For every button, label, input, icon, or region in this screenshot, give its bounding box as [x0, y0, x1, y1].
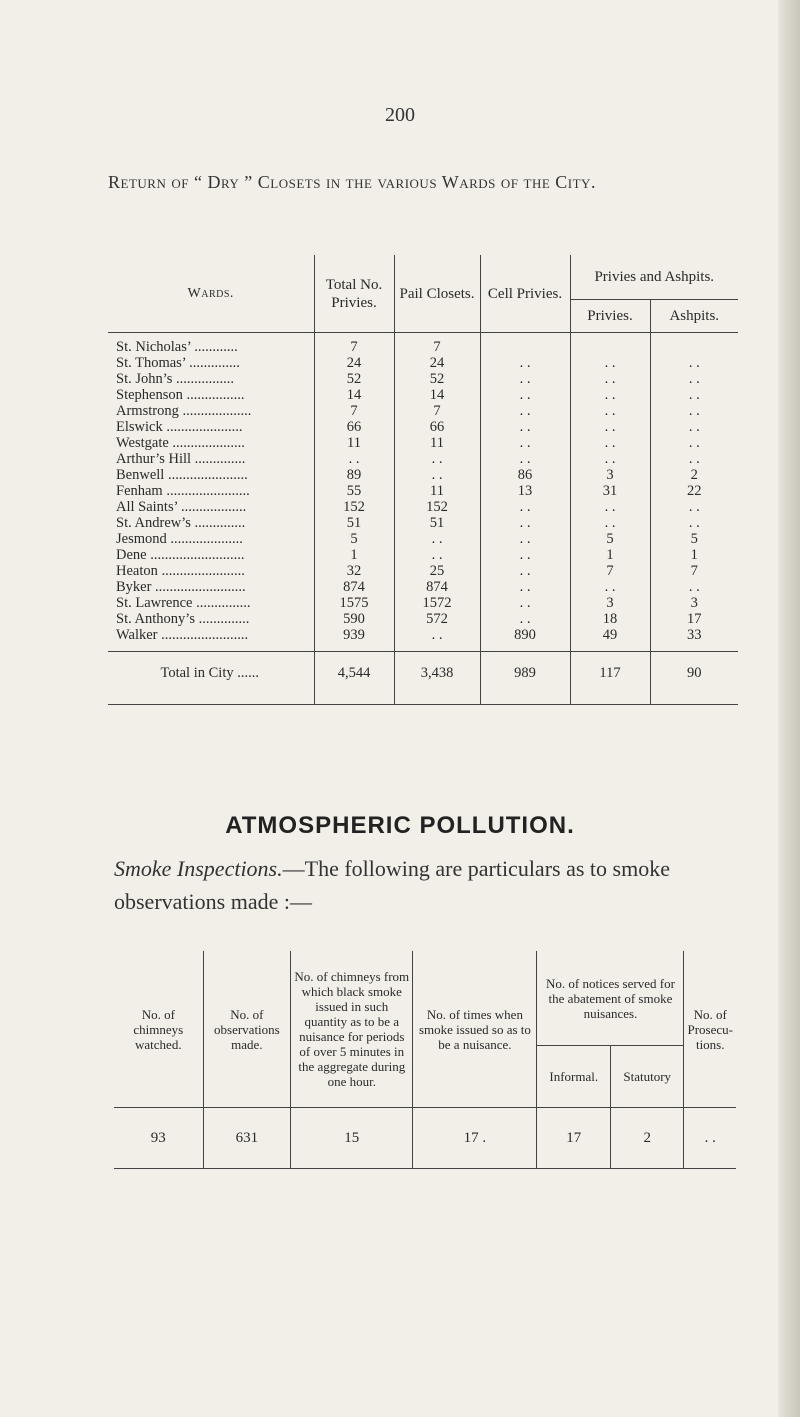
cell-pail: 572 — [394, 611, 480, 627]
header-notices: No. of notices served for the abatement of smoke nuisances. — [537, 951, 684, 1046]
table-row — [108, 595, 738, 611]
cell-ashpits: . . — [650, 387, 738, 403]
cell-ashpits: . . — [650, 579, 738, 595]
cell-cell: . . — [480, 499, 570, 515]
cell-pail: 7 — [394, 403, 480, 419]
cell-pail: 66 — [394, 419, 480, 435]
cell-total: 939 — [314, 627, 394, 643]
cell-ashpits: 22 — [650, 483, 738, 499]
table-row — [108, 387, 738, 403]
cell-total: 89 — [314, 467, 394, 483]
header-privies: Privies. — [570, 300, 650, 333]
cell-total: 14 — [314, 387, 394, 403]
table-row — [108, 339, 738, 355]
cell-ashpits: 2 — [650, 467, 738, 483]
cell-privies: . . — [570, 355, 650, 371]
cell-total: 7 — [314, 403, 394, 419]
cell-ashpits: 17 — [650, 611, 738, 627]
cell-privies: 5 — [570, 531, 650, 547]
cell-cell: . . — [480, 547, 570, 563]
cell-ward: Westgate .................... — [116, 435, 245, 451]
cell-pail: 152 — [394, 499, 480, 515]
cell-cell: . . — [480, 563, 570, 579]
cell-total: 55 — [314, 483, 394, 499]
cell-ward: St. Thomas’ .............. — [116, 355, 240, 371]
table-row — [108, 547, 738, 563]
cell-cell: . . — [480, 611, 570, 627]
cell-privies: . . — [570, 435, 650, 451]
header-chimneys-watched: No. of chimneys watched. — [114, 951, 203, 1108]
header-wards: Wards. — [108, 255, 314, 333]
dry-closets-table — [108, 255, 738, 705]
cell-cell: . . — [480, 435, 570, 451]
cell-ward: Byker ......................... — [116, 579, 246, 595]
cell-pail: 11 — [394, 483, 480, 499]
table-row — [108, 611, 738, 627]
cell-pail: 11 — [394, 435, 480, 451]
cell-cell: . . — [480, 579, 570, 595]
cell-ward: St. John’s ................ — [116, 371, 235, 387]
header-prosecutions: No. of Prosecu-tions. — [684, 951, 736, 1108]
cell-ashpits: . . — [650, 515, 738, 531]
cell-pail: . . — [394, 627, 480, 643]
total-pail: 3,438 — [394, 652, 480, 705]
table-row — [108, 483, 738, 499]
cell-privies: . . — [570, 499, 650, 515]
cell-ward: Walker ........................ — [116, 627, 249, 643]
header-pail-closets: Pail Closets. — [394, 255, 480, 333]
cell-pail: 51 — [394, 515, 480, 531]
cell-ward: Armstrong ................... — [116, 403, 252, 419]
cell-pail: 14 — [394, 387, 480, 403]
cell-total: 1 — [314, 547, 394, 563]
table-row — [108, 467, 738, 483]
cell-pail: . . — [394, 451, 480, 467]
cell-cell — [480, 339, 570, 355]
cell-ashpits: 3 — [650, 595, 738, 611]
title-rest: Closets in the various Wards of the City. — [257, 172, 596, 192]
cell-privies: 7 — [570, 563, 650, 579]
cell-total: 51 — [314, 515, 394, 531]
table-row — [108, 355, 738, 371]
cell-total: 32 — [314, 563, 394, 579]
cell-pail: . . — [394, 547, 480, 563]
cell-privies: 3 — [570, 595, 650, 611]
cell-cell: . . — [480, 531, 570, 547]
cell-ward: Heaton ....................... — [116, 563, 245, 579]
page-number: 200 — [385, 104, 415, 126]
cell-cell: . . — [480, 419, 570, 435]
table-row — [108, 435, 738, 451]
cell-ashpits: . . — [650, 435, 738, 451]
cell-ward: Jesmond .................... — [116, 531, 243, 547]
total-ashpits: 90 — [650, 652, 738, 705]
cell-privies: . . — [570, 419, 650, 435]
cell-ashpits — [650, 339, 738, 355]
cell-ward: All Saints’ .................. — [116, 499, 247, 515]
cell-privies: . . — [570, 371, 650, 387]
cell-ward: St. Andrew’s .............. — [116, 515, 246, 531]
cell-pail: 874 — [394, 579, 480, 595]
title-quoted: “ Dry ” — [193, 172, 253, 192]
cell-ashpits: . . — [650, 499, 738, 515]
intro-rest: —The following are particulars as to smoke observations made :— — [114, 856, 670, 914]
cell-total: 24 — [314, 355, 394, 371]
cell-privies: 1 — [570, 547, 650, 563]
header-privies-and-ashpits: Privies and Ashpits. — [570, 255, 738, 300]
cell-pail: 24 — [394, 355, 480, 371]
dry-closets-title — [108, 172, 748, 193]
cell-total: 7 — [314, 339, 394, 355]
table-row — [108, 499, 738, 515]
cell-ward: Arthur’s Hill .............. — [116, 451, 246, 467]
cell-privies: . . — [570, 515, 650, 531]
page-edge-shadow — [778, 0, 800, 1417]
header-total-privies: Total No. Privies. — [314, 255, 394, 333]
cell-total: 1575 — [314, 595, 394, 611]
header-times-nuisance: No. of times when smoke issued so as to be a nuisance. — [413, 951, 537, 1108]
header-black-smoke: No. of chimneys from which black smoke issued in such quantity as to be a nuisance for periods of over 5 minutes in the aggregate during one hour. — [291, 951, 413, 1108]
table-row — [108, 371, 738, 387]
cell-ashpits: . . — [650, 451, 738, 467]
cell-ashpits: 33 — [650, 627, 738, 643]
cell-total: 5 — [314, 531, 394, 547]
cell-total: 66 — [314, 419, 394, 435]
cell-ward: Benwell ...................... — [116, 467, 248, 483]
cell-ashpits: . . — [650, 355, 738, 371]
total-ward: Total in City ...... — [108, 652, 314, 705]
cell-cell: 13 — [480, 483, 570, 499]
cell-ward: St. Lawrence ............... — [116, 595, 251, 611]
value-chimneys-watched: 93 — [114, 1108, 203, 1169]
header-ashpits: Ashpits. — [650, 300, 738, 333]
value-black-smoke: 15 — [291, 1108, 413, 1169]
cell-pail: 1572 — [394, 595, 480, 611]
table-row — [108, 515, 738, 531]
table-row — [108, 403, 738, 419]
value-informal: 17 — [537, 1108, 611, 1169]
cell-ashpits: 5 — [650, 531, 738, 547]
value-observations: 631 — [203, 1108, 291, 1169]
value-prosecutions: . . — [684, 1108, 736, 1169]
table-row — [108, 531, 738, 547]
cell-total: 52 — [314, 371, 394, 387]
cell-ward: Elswick ..................... — [116, 419, 243, 435]
header-statutory: Statutory — [610, 1046, 683, 1108]
cell-privies: . . — [570, 387, 650, 403]
cell-ashpits: . . — [650, 371, 738, 387]
cell-total: 590 — [314, 611, 394, 627]
cell-privies: 3 — [570, 467, 650, 483]
cell-ashpits: . . — [650, 419, 738, 435]
atmospheric-pollution-heading: ATMOSPHERIC POLLUTION. — [225, 812, 575, 839]
cell-cell: . . — [480, 403, 570, 419]
cell-ward: St. Anthony’s .............. — [116, 611, 250, 627]
cell-total: 152 — [314, 499, 394, 515]
table-row — [108, 563, 738, 579]
cell-pail: 25 — [394, 563, 480, 579]
smoke-inspections-intro — [114, 852, 744, 918]
cell-ward: Dene .......................... — [116, 547, 245, 563]
cell-privies: . . — [570, 579, 650, 595]
title-prefix: Return of — [108, 172, 189, 192]
total-cell: 989 — [480, 652, 570, 705]
cell-privies: 31 — [570, 483, 650, 499]
cell-ashpits: . . — [650, 403, 738, 419]
header-informal: Informal. — [537, 1046, 611, 1108]
cell-pail: 52 — [394, 371, 480, 387]
cell-pail: . . — [394, 467, 480, 483]
cell-cell: . . — [480, 451, 570, 467]
smoke-observations-table — [114, 951, 736, 1169]
cell-cell: 86 — [480, 467, 570, 483]
cell-privies: 18 — [570, 611, 650, 627]
cell-cell: . . — [480, 355, 570, 371]
cell-privies: . . — [570, 451, 650, 467]
value-statutory: 2 — [610, 1108, 683, 1169]
header-observations: No. of observations made. — [203, 951, 291, 1108]
cell-privies — [570, 339, 650, 355]
cell-cell: . . — [480, 515, 570, 531]
cell-total: 11 — [314, 435, 394, 451]
table-row — [108, 627, 738, 643]
table-row — [108, 419, 738, 435]
cell-cell: . . — [480, 387, 570, 403]
table-row — [108, 579, 738, 595]
table-row — [108, 451, 738, 467]
cell-privies: 49 — [570, 627, 650, 643]
cell-cell: . . — [480, 371, 570, 387]
intro-italic: Smoke Inspections. — [114, 856, 283, 881]
header-cell-privies: Cell Privies. — [480, 255, 570, 333]
cell-ward: Fenham ....................... — [116, 483, 250, 499]
cell-ward: St. Nicholas’ ............ — [116, 339, 238, 355]
cell-ward: Stephenson ................ — [116, 387, 245, 403]
total-total: 4,544 — [314, 652, 394, 705]
cell-privies: . . — [570, 403, 650, 419]
value-times-nuisance: 17 . — [413, 1108, 537, 1169]
total-privies: 117 — [570, 652, 650, 705]
cell-cell: 890 — [480, 627, 570, 643]
cell-pail: . . — [394, 531, 480, 547]
total-row — [108, 652, 738, 705]
cell-total: . . — [314, 451, 394, 467]
cell-pail: 7 — [394, 339, 480, 355]
cell-ashpits: 1 — [650, 547, 738, 563]
cell-ashpits: 7 — [650, 563, 738, 579]
cell-total: 874 — [314, 579, 394, 595]
cell-cell: . . — [480, 595, 570, 611]
